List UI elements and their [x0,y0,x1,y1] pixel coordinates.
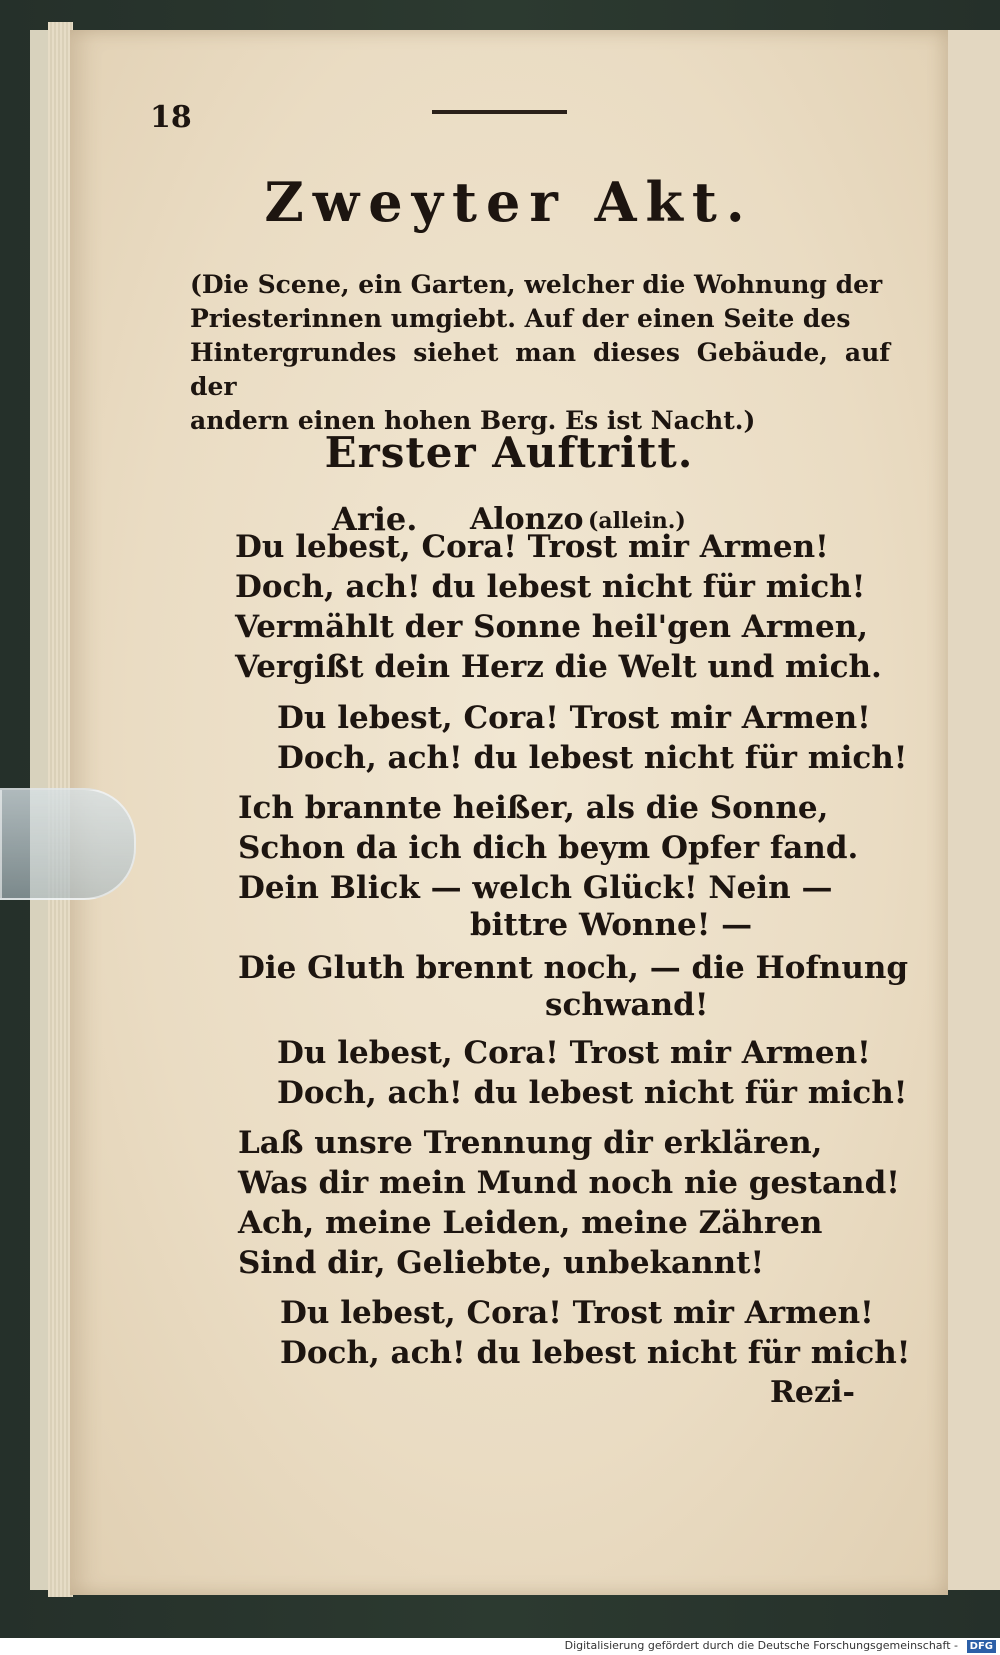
verse-line: Schon da ich dich beym Opfer fand. [238,830,859,866]
character-name: Alonzo [470,502,584,537]
verse-line: Ach, meine Leiden, meine Zähren [238,1205,823,1241]
verse-line: Sind dir, Geliebte, unbekannt! [238,1245,765,1281]
verse-line: Was dir mein Mund noch nie gestand! [238,1165,900,1201]
refrain-line: Du lebest, Cora! Trost mir Armen! [277,1035,871,1071]
verse-line: Doch, ach! du lebest nicht für mich! [235,569,866,605]
dfg-logo: DFG [967,1640,996,1653]
refrain-line: Doch, ach! du lebest nicht für mich! [277,740,908,776]
stage-direction-line: Priesterinnen umgiebt. Auf der einen Seite des [190,304,851,333]
verse-line-continuation: schwand! [545,987,709,1023]
facing-page-edge [945,30,1000,1590]
refrain-line: Doch, ach! du lebest nicht für mich! [280,1335,911,1371]
header-rule [432,110,567,114]
stage-direction-line: Hintergrundes siehet man dieses Gebäude, auf der [190,338,890,401]
refrain-line: Du lebest, Cora! Trost mir Armen! [280,1295,874,1331]
verse-line: Laß unsre Trennung dir erklären, [238,1125,823,1161]
stage-direction-line: (Die Scene, ein Garten, welcher die Wohnung der [190,270,883,299]
verse-line: Vermählt der Sonne heil'gen Armen, [235,609,869,645]
stage-direction-line: andern einen hohen Berg. Es ist Nacht.) [190,406,756,435]
stage-direction [190,268,890,438]
page-clip-holder [0,788,136,900]
character-direction: (allein.) [588,508,686,534]
scene-title: Erster Auftritt. [324,428,694,477]
verse-line-continuation: bittre Wonne! — [470,907,753,943]
footer-credit: Digitalisierung gefördert durch die Deutsche Forschungsgemeinschaft - [564,1639,958,1652]
aria-label: Arie. [332,500,418,538]
footer-bar [0,1638,1000,1655]
refrain-line: Doch, ach! du lebest nicht für mich! [277,1075,908,1111]
catchword: Rezi- [770,1375,855,1410]
verse-line: Du lebest, Cora! Trost mir Armen! [235,529,829,565]
refrain-line: Du lebest, Cora! Trost mir Armen! [277,700,871,736]
act-title: Zweyter Akt. [264,170,754,234]
verse-line: Die Gluth brennt noch, — die Hofnung [238,950,909,986]
page-number: 18 [150,100,192,135]
book-page [70,30,948,1595]
verse-line: Ich brannte heißer, als die Sonne, [238,790,829,826]
verse-line: Dein Blick — welch Glück! Nein — [238,870,833,906]
verse-line: Vergißt dein Herz die Welt und mich. [235,649,882,685]
